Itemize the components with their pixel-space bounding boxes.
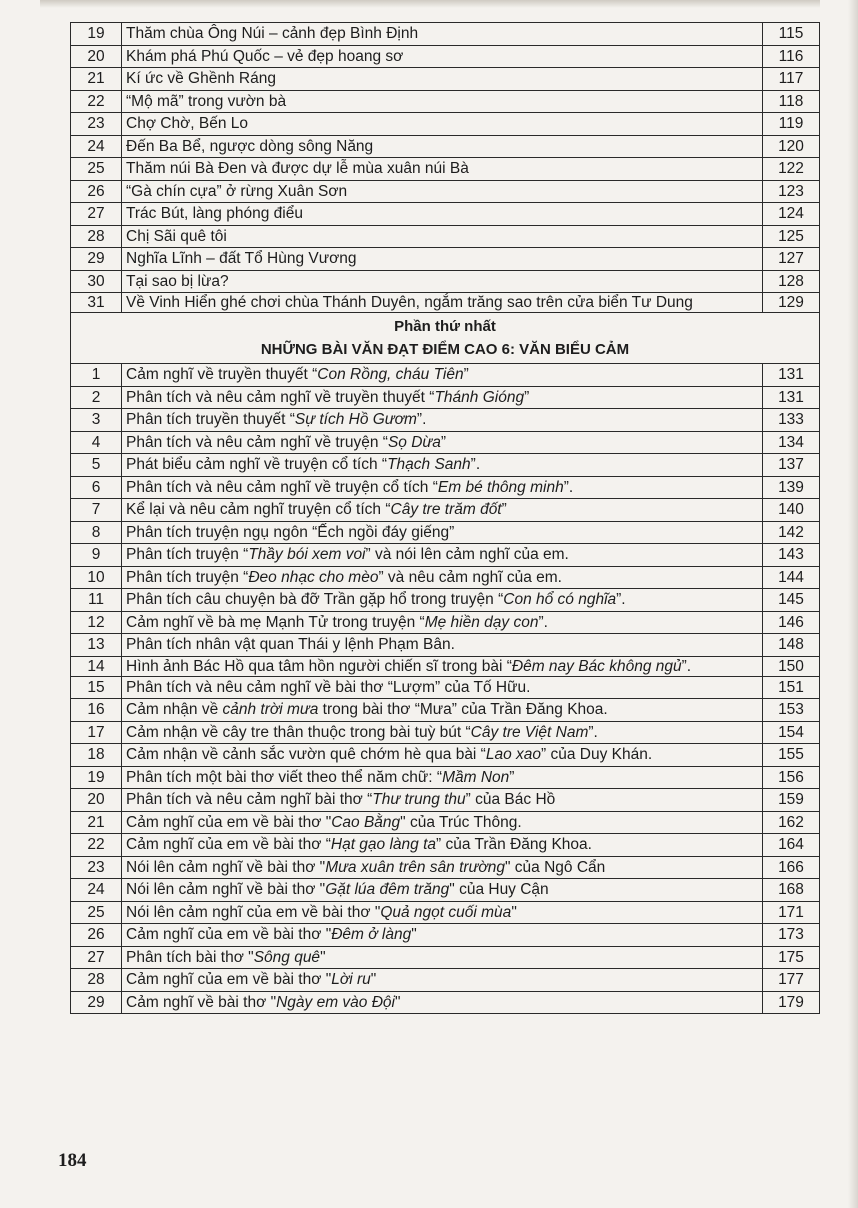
entry-number: 21: [71, 68, 122, 91]
entry-title-italic: Lao xao: [485, 746, 542, 763]
entry-title-tail: ”.: [588, 723, 598, 741]
entry-page: 128: [763, 270, 820, 293]
entry-title: [122, 834, 763, 857]
page-number: 184: [58, 1150, 87, 1171]
table-row: [71, 744, 820, 767]
entry-title: Khám phá Phú Quốc – vẻ đẹp hoang sơ: [122, 45, 763, 68]
entry-title: [122, 544, 763, 567]
entry-title: [122, 634, 763, 657]
table-row: [71, 656, 820, 676]
entry-title-italic: Con Rồng, cháu Tiên: [317, 366, 464, 383]
entry-page: 177: [763, 969, 820, 992]
entry-number: 31: [71, 293, 122, 313]
table-row: [71, 634, 820, 657]
entry-page: 145: [763, 589, 820, 612]
entry-page: 143: [763, 544, 820, 567]
entry-title-tail: ”.: [416, 411, 427, 428]
entry-title-italic: Ngày em vào Đội: [276, 993, 395, 1011]
entry-title-text: Cảm nghĩ của em về bài thơ “: [126, 836, 331, 853]
entry-title-italic: Thánh Gióng: [434, 388, 525, 406]
entry-title-text: Phân tích và nêu cảm nghĩ bài thơ “: [126, 791, 373, 808]
entry-number: 2: [71, 386, 122, 409]
entry-title-italic: Thầy bói xem voi: [248, 546, 366, 563]
entry-title: [122, 789, 763, 812]
entry-number: 1: [71, 364, 122, 387]
entry-title-text: Cảm nghĩ về bài thơ ": [126, 993, 277, 1011]
entry-page: 150: [763, 656, 820, 676]
entry-title: [122, 611, 763, 634]
entry-title: [122, 721, 763, 744]
table-row: [71, 45, 820, 68]
entry-title: Thăm chùa Ông Núi – cảnh đẹp Bình Định: [122, 23, 763, 46]
entry-title-italic: Đêm ở làng: [331, 926, 412, 943]
entry-title: [122, 454, 763, 477]
entry-title: [122, 924, 763, 947]
entry-title: [122, 521, 763, 544]
entry-title-italic: Mầm Non: [442, 768, 510, 786]
entry-title-text: Phân tích và nêu cảm nghĩ về truyện “: [126, 433, 388, 451]
table-row: [71, 901, 820, 924]
table-row: [71, 23, 820, 46]
entry-title-text: Phân tích câu chuyện bà đỡ Trần gặp hổ trong truyện “: [126, 591, 504, 608]
entry-page: 159: [763, 789, 820, 812]
entry-title-text: Hình ảnh Bác Hồ qua tâm hồn người chiến sĩ trong bài “: [126, 657, 512, 675]
table-row: [71, 699, 820, 722]
entry-title-text: Phân tích truyền thuyết “: [126, 411, 295, 428]
entry-page: 173: [763, 924, 820, 947]
entry-page: 131: [763, 386, 820, 409]
entry-title: [122, 589, 763, 612]
entry-number: 28: [71, 969, 122, 992]
table-row: [71, 135, 820, 158]
entry-title-tail: ” và nói lên cảm nghĩ của em.: [365, 546, 569, 563]
table-row: [71, 879, 820, 902]
table-row: [71, 811, 820, 834]
entry-title-tail: ” của Bác Hồ: [465, 791, 556, 808]
entry-title-text: Cảm nghĩ của em về bài thơ ": [126, 926, 332, 943]
table-row: [71, 566, 820, 589]
entry-title-text: Cảm nhận về cảnh sắc vườn quê chớm hè qua bài “: [126, 746, 486, 763]
entry-title-italic: Cao Bằng: [331, 813, 401, 831]
entry-number: 14: [71, 656, 122, 676]
table-row: [71, 454, 820, 477]
entry-title-italic: Cây tre trăm đốt: [390, 501, 502, 518]
entry-title-text: Cảm nghĩ về truyền thuyết “: [126, 366, 318, 383]
table-row: [71, 248, 820, 271]
entry-title-text: Nói lên cảm nghĩ của em về bài thơ ": [126, 903, 381, 921]
entry-title-italic: Lời ru: [331, 971, 371, 988]
scan-top-shadow: [40, 0, 820, 8]
entry-title: Tại sao bị lừa?: [122, 270, 763, 293]
entry-title: Đến Ba Bể, ngược dòng sông Năng: [122, 135, 763, 158]
entry-title: [122, 946, 763, 969]
entry-page: 116: [763, 45, 820, 68]
entry-title-tail: " của Trúc Thông.: [400, 813, 522, 831]
entry-page: 127: [763, 248, 820, 271]
entry-number: 20: [71, 45, 122, 68]
entry-title-text: Phân tích bài thơ ": [126, 948, 254, 966]
entry-number: 24: [71, 135, 122, 158]
entry-title: [122, 699, 763, 722]
entry-title-tail: " của Ngô Cẩn: [504, 858, 606, 876]
entry-title-italic: Hạt gạo làng ta: [330, 836, 437, 853]
table-row: [71, 431, 820, 454]
entry-number: 8: [71, 521, 122, 544]
entry-title-italic: Đeo nhạc cho mèo: [248, 568, 379, 586]
entry-title: [122, 856, 763, 879]
table-row: [71, 721, 820, 744]
entry-title-italic: Con hổ có nghĩa: [503, 591, 617, 608]
table-row: [71, 476, 820, 499]
entry-number: 23: [71, 113, 122, 136]
entry-page: 153: [763, 699, 820, 722]
table-row: [71, 856, 820, 879]
entry-number: 5: [71, 454, 122, 477]
entry-title: Kí ức về Ghềnh Ráng: [122, 68, 763, 91]
entry-number: 9: [71, 544, 122, 567]
entry-number: 7: [71, 499, 122, 522]
entry-page: 120: [763, 135, 820, 158]
entry-page: 164: [763, 834, 820, 857]
entry-title-italic: Sọ Dừa: [387, 433, 441, 451]
entry-number: 27: [71, 946, 122, 969]
table-row: [71, 225, 820, 248]
entry-number: 10: [71, 566, 122, 589]
entry-title-tail: ": [320, 948, 326, 966]
entry-title-tail: ”: [463, 366, 469, 383]
entry-title-tail: ": [411, 926, 417, 943]
section-title: NHỮNG BÀI VĂN ĐẠT ĐIỂM CAO 6: VĂN BIỂU CẢM: [260, 341, 630, 358]
entry-title-italic: Đêm nay Bác không ngủ: [511, 657, 682, 675]
entry-number: 21: [71, 811, 122, 834]
entry-title: [122, 676, 763, 699]
entry-title-text: Phân tích truyện ngụ ngôn “Ếch ngồi đáy giếng”: [126, 523, 455, 541]
entry-title: [122, 499, 763, 522]
table-row: [71, 499, 820, 522]
entry-number: 28: [71, 225, 122, 248]
table-row: [71, 409, 820, 432]
entry-number: 6: [71, 476, 122, 499]
entry-title: “Gà chín cựa” ở rừng Xuân Sơn: [122, 180, 763, 203]
table-row: [71, 68, 820, 91]
table-row: [71, 364, 820, 387]
entry-page: 166: [763, 856, 820, 879]
entry-title-tail: ": [394, 993, 401, 1011]
section-subtitle: Phần thứ nhất: [394, 318, 496, 335]
entry-number: 25: [71, 901, 122, 924]
entry-title-italic: Mẹ hiền dạy con: [424, 613, 539, 631]
table-row: [71, 611, 820, 634]
entry-title-text: Phân tích truyện “: [126, 568, 249, 586]
entry-number: 19: [71, 766, 122, 789]
entry-title: Chợ Chờ, Bến Lo: [122, 113, 763, 136]
entry-number: 18: [71, 744, 122, 767]
entry-title-italic: Em bé thông minh: [437, 478, 564, 496]
entry-title: [122, 364, 763, 387]
entry-title-tail: ” và nêu cảm nghĩ của em.: [378, 568, 562, 586]
entry-title-text: Phân tích và nêu cảm nghĩ về truyện cổ tích “: [126, 478, 438, 496]
table-row: [71, 544, 820, 567]
entry-title: [122, 566, 763, 589]
entry-title-tail: ”: [509, 768, 515, 786]
entry-title-tail: " của Huy Cận: [449, 881, 549, 898]
entry-page: 146: [763, 611, 820, 634]
entry-number: 24: [71, 879, 122, 902]
table-of-contents: [70, 22, 820, 1014]
entry-title: [122, 744, 763, 767]
entry-page: 142: [763, 521, 820, 544]
entry-title-tail: ": [370, 971, 377, 988]
table-row: [71, 834, 820, 857]
entry-title: [122, 409, 763, 432]
entry-number: 30: [71, 270, 122, 293]
entry-title-italic: Sự tích Hồ Gươm: [294, 411, 417, 428]
entry-title-tail: trong bài thơ “Mưa” của Trần Đăng Khoa.: [318, 701, 608, 718]
table-row: [71, 386, 820, 409]
entry-title: [122, 431, 763, 454]
entry-number: 12: [71, 611, 122, 634]
entry-title-text: Cảm nghĩ của em về bài thơ ": [126, 813, 332, 831]
entry-page: 124: [763, 203, 820, 226]
table-row: [71, 180, 820, 203]
entry-number: 29: [71, 991, 122, 1014]
entry-page: 179: [763, 991, 820, 1014]
entry-page: 133: [763, 409, 820, 432]
entry-title-text: Nói lên cảm nghĩ về bài thơ ": [126, 858, 326, 876]
entry-page: 129: [763, 293, 820, 313]
entry-page: 156: [763, 766, 820, 789]
entry-page: 118: [763, 90, 820, 113]
table-row: [71, 293, 820, 313]
table-row: [71, 589, 820, 612]
entry-number: 3: [71, 409, 122, 432]
entry-title: [122, 969, 763, 992]
entry-number: 13: [71, 634, 122, 657]
entry-title-text: Phát biểu cảm nghĩ về truyện cổ tích “: [126, 456, 388, 473]
entry-title-tail: ”.: [470, 456, 481, 473]
entry-page: 162: [763, 811, 820, 834]
entry-title-text: Phân tích một bài thơ viết theo thể năm chữ: “: [126, 768, 443, 786]
entry-title-italic: Sông quê: [253, 948, 321, 966]
entry-title: Về Vinh Hiển ghé chơi chùa Thánh Duyên, ngắm trăng sao trên cửa biển Tư Dung: [122, 293, 763, 313]
entry-page: 151: [763, 676, 820, 699]
entry-title: [122, 386, 763, 409]
entry-title: Nghĩa Lĩnh – đất Tổ Hùng Vương: [122, 248, 763, 271]
entry-title: [122, 879, 763, 902]
table-row: [71, 766, 820, 789]
entry-page: 154: [763, 721, 820, 744]
entry-title-text: Phân tích và nêu cảm nghĩ về bài thơ “Lượm” của Tố Hữu.: [126, 678, 531, 696]
entry-title-tail: ”.: [681, 657, 692, 675]
entry-page: 148: [763, 634, 820, 657]
section-heading-row: [71, 313, 820, 364]
table-row: [71, 676, 820, 699]
entry-title-tail: ”: [440, 433, 447, 451]
entry-title-tail: ": [511, 903, 517, 921]
entry-page: 140: [763, 499, 820, 522]
entry-number: 16: [71, 699, 122, 722]
entry-title-text: Cảm nhận về cây tre thân thuộc trong bài tuỳ bút “: [126, 723, 471, 741]
table-row: [71, 991, 820, 1014]
entry-title: Thăm núi Bà Đen và được dự lễ mùa xuân núi Bà: [122, 158, 763, 181]
entry-title-italic: Thư trung thu: [372, 791, 466, 808]
table-row: [71, 270, 820, 293]
entry-title-text: Phân tích và nêu cảm nghĩ về truyền thuyết “: [126, 388, 435, 406]
table-row: [71, 90, 820, 113]
entry-number: 27: [71, 203, 122, 226]
table-row: [71, 969, 820, 992]
entry-title-tail: ”: [501, 501, 507, 518]
entry-title-italic: cảnh trời mưa: [222, 701, 319, 718]
entry-page: 139: [763, 476, 820, 499]
entry-page: 131: [763, 364, 820, 387]
entry-title-italic: Cây tre Việt Nam: [470, 723, 589, 741]
entry-number: 22: [71, 834, 122, 857]
entry-title: [122, 991, 763, 1014]
table-row: [71, 113, 820, 136]
entry-title-text: Cảm nghĩ của em về bài thơ ": [126, 971, 332, 988]
entry-title-text: Phân tích nhân vật quan Thái y lệnh Phạm Bân.: [126, 636, 455, 653]
table-row: [71, 946, 820, 969]
entry-page: 137: [763, 454, 820, 477]
entry-title: [122, 766, 763, 789]
entry-page: 134: [763, 431, 820, 454]
entry-page: 122: [763, 158, 820, 181]
entry-title-italic: Thạch Sanh: [387, 456, 471, 473]
entry-title-tail: ”.: [616, 591, 626, 608]
entry-title-tail: ”.: [563, 478, 574, 496]
entry-title-tail: ”.: [538, 613, 548, 631]
table-row: [71, 203, 820, 226]
entry-number: 20: [71, 789, 122, 812]
entry-title-text: Cảm nhận về: [126, 701, 223, 718]
table-row: [71, 158, 820, 181]
entry-title-italic: Quả ngọt cuối mùa: [380, 903, 512, 921]
table-row: [71, 521, 820, 544]
entry-number: 26: [71, 924, 122, 947]
entry-number: 4: [71, 431, 122, 454]
entry-number: 25: [71, 158, 122, 181]
entry-title: [122, 476, 763, 499]
entry-page: 119: [763, 113, 820, 136]
entry-page: 168: [763, 879, 820, 902]
entry-title-tail: ” của Duy Khán.: [541, 746, 653, 763]
entry-page: 144: [763, 566, 820, 589]
entry-title-tail: ”: [524, 388, 530, 406]
entry-page: 123: [763, 180, 820, 203]
entry-number: 11: [71, 589, 122, 612]
entry-title-text: Nói lên cảm nghĩ về bài thơ ": [126, 881, 326, 898]
entry-page: 155: [763, 744, 820, 767]
section-heading: [71, 313, 820, 364]
entry-title: [122, 811, 763, 834]
entry-number: 29: [71, 248, 122, 271]
entry-title-italic: Mưa xuân trên sân trường: [325, 858, 505, 876]
entry-title-text: Phân tích truyện “: [126, 546, 249, 563]
toc-body: [71, 23, 820, 1014]
entry-number: 23: [71, 856, 122, 879]
entry-number: 22: [71, 90, 122, 113]
table-row: [71, 789, 820, 812]
entry-title: “Mộ mã” trong vườn bà: [122, 90, 763, 113]
entry-title-tail: ” của Trần Đăng Khoa.: [436, 836, 592, 853]
entry-page: 125: [763, 225, 820, 248]
entry-title: Chị Sãi quê tôi: [122, 225, 763, 248]
entry-title: Trác Bút, làng phóng điểu: [122, 203, 763, 226]
entry-number: 17: [71, 721, 122, 744]
entry-page: 171: [763, 901, 820, 924]
entry-title-italic: Gặt lúa đêm trăng: [325, 881, 450, 898]
table-row: [71, 924, 820, 947]
scan-edge-shadow: [848, 0, 858, 1208]
entry-title: [122, 656, 763, 676]
entry-page: 115: [763, 23, 820, 46]
entry-title-text: Cảm nghĩ về bà mẹ Mạnh Tử trong truyện “: [126, 613, 425, 631]
entry-title-text: Kể lại và nêu cảm nghĩ truyện cổ tích “: [126, 501, 391, 518]
entry-number: 26: [71, 180, 122, 203]
entry-page: 175: [763, 946, 820, 969]
entry-number: 19: [71, 23, 122, 46]
entry-title: [122, 901, 763, 924]
entry-page: 117: [763, 68, 820, 91]
entry-number: 15: [71, 676, 122, 699]
